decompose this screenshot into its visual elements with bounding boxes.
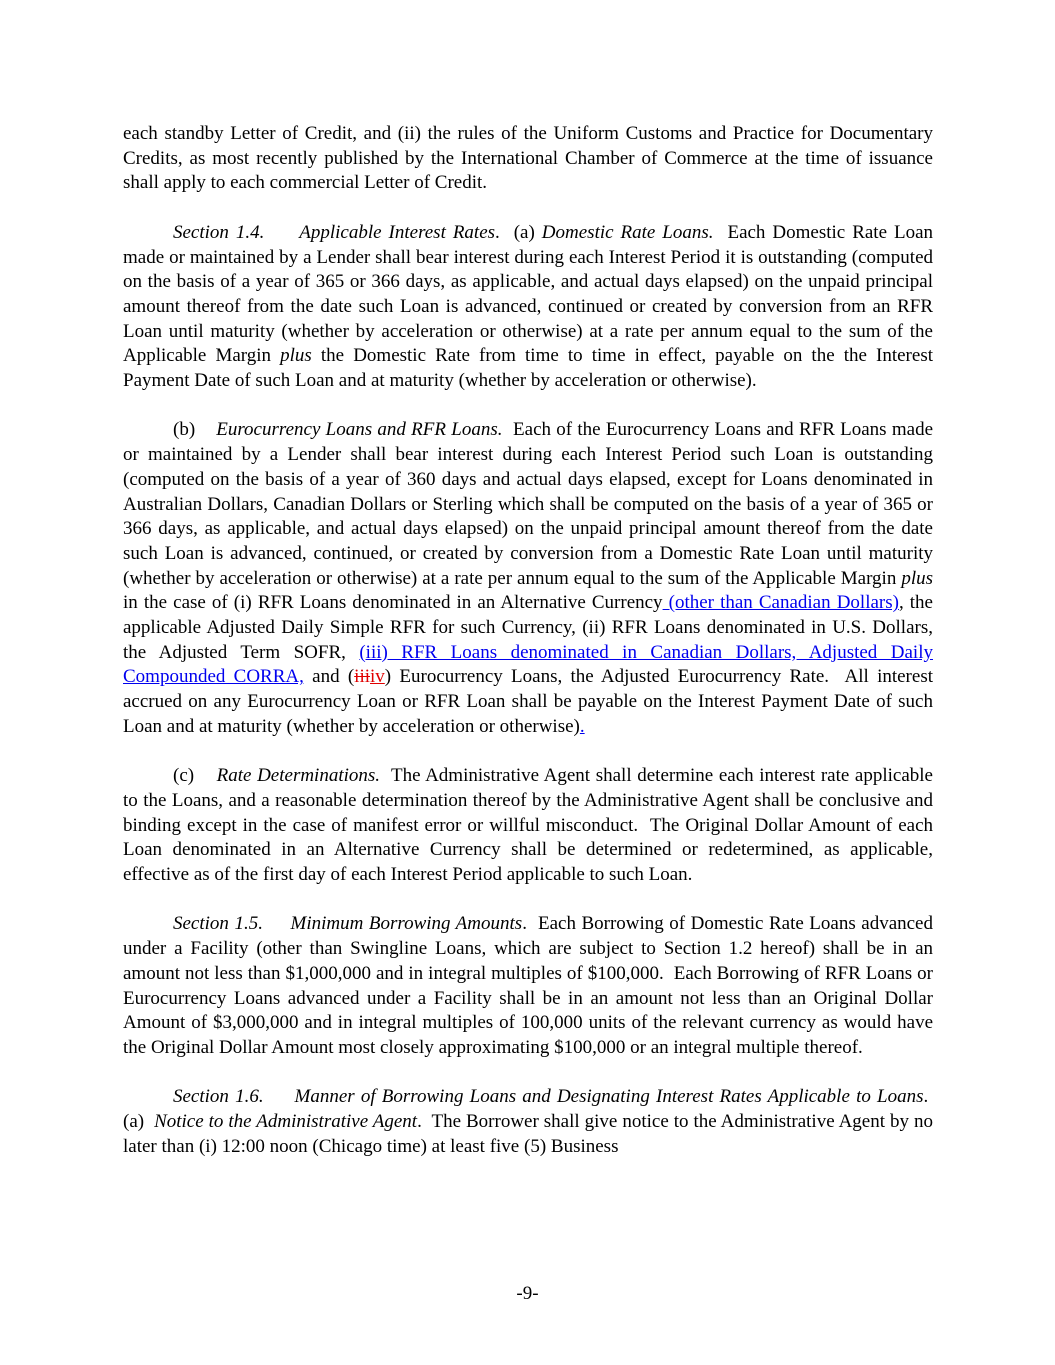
- text-run: . (a): [123, 1086, 933, 1133]
- italic-text-run: Section 1.6.: [173, 1086, 264, 1108]
- text-run: , the applicable Adjusted Daily Simple RFR for such Currency, (ii) RFR Loans denominated in U.S. Dollars, the Adjusted Term SOFR,: [123, 592, 933, 663]
- italic-text-run: Minimum Borrowing Amounts: [290, 913, 523, 935]
- replacement-text: iv: [370, 666, 385, 688]
- italic-text-run: plus: [280, 345, 312, 367]
- inserted-text: (iii) RFR Loans denominated in Canadian Dollars, Adjusted Daily Compounded CORRA,: [123, 641, 933, 688]
- italic-text-run: plus: [901, 567, 933, 589]
- text-run: (b): [173, 419, 217, 441]
- italic-text-run: Manner of Borrowing Loans and Designating Interest Rates Applicable to Loans: [294, 1086, 924, 1108]
- italic-text-run: Notice to the Administrative Agent: [154, 1111, 418, 1133]
- inserted-text: (other than Canadian Dollars): [662, 592, 899, 614]
- text-run: The Administrative Agent shall determine each interest rate applicable to the Loans, and a reasonable determination thereof by the Administrative Agent shall be conclusive and binding except in the case of manifest error or willful misconduct. The Original Dollar Amount of each Loan denominated in an Alternative Currency shall be determined or redetermined, as applicable, effective as of the first day of each Interest Period applicable to such Loan.: [123, 765, 933, 886]
- paragraph: [123, 418, 933, 739]
- document-body: [123, 122, 933, 1184]
- page-number: -9-: [516, 1283, 539, 1305]
- paragraph: [123, 912, 933, 1060]
- text-run: (c): [173, 765, 217, 787]
- paragraph: [123, 1085, 933, 1159]
- inserted-text: .: [579, 715, 585, 737]
- text-run: [264, 222, 299, 243]
- paragraph: [123, 764, 933, 888]
- italic-text-run: Section 1.5.: [173, 913, 263, 935]
- text-run: and (: [303, 666, 355, 688]
- text-run: in the case of (i) RFR Loans denominated in an Alternative Currency: [123, 592, 663, 614]
- text-run: [264, 1086, 295, 1107]
- text-run: . The Borrower shall give notice to the Administrative Agent by no later than (i) 12:00 noon (Chicago time) at least five (5) Business: [123, 1111, 933, 1157]
- deleted-text: iii: [354, 666, 371, 688]
- italic-text-run: Eurocurrency Loans and RFR Loans.: [216, 419, 503, 441]
- text-run: Each Domestic Rate Loan made or maintained by a Lender shall bear interest during each Interest Period it is outstanding (computed on the basis of a year of 365 or 366 days, as applicable, and actual days elapsed) on the unpaid principal amount thereof from the date such Loan is advanced, continued or created by conversion from an RFR Loan until maturity (whether by acceleration or otherwise) at a rate per annum equal to the sum of the Applicable Margin: [123, 221, 934, 367]
- text-run: each standby Letter of Credit, and (ii) the rules of the Uniform Customs and Practice for Documentary Credits, as most recently published by the International Chamber of Commerce at the time of issuance shall apply to each commercial Letter of Credit.: [123, 123, 933, 194]
- text-run: [263, 913, 291, 934]
- paragraph: [123, 221, 933, 394]
- italic-text-run: Rate Determinations.: [216, 765, 381, 787]
- text-run: Each of the Eurocurrency Loans and RFR Loans made or maintained by a Lender shall bear interest during each Interest Period such Loan is outstanding (computed on the basis of a year of 360 days and actual days elapsed, except for Loans denominated in Australian Dollars, Canadian Dollars or Sterling which shall be computed on the basis of a year of 365 or 366 days, as applicable, and actual days elapsed) on the unpaid principal amount thereof from the date such Loan is advanced, continued, or created by conversion from a Domestic Rate Loan until maturity (whether by acceleration or otherwise) at a rate per annum equal to the sum of the Applicable Margin: [123, 419, 933, 589]
- text-run: ) Eurocurrency Loans, the Adjusted Eurocurrency Rate. All interest accrued on any Eurocurrency Loan or RFR Loan shall be payable on the Interest Payment Date of such Loan and at maturity (whether by acceleration or otherwise): [123, 666, 933, 737]
- text-run: . Each Borrowing of Domestic Rate Loans advanced under a Facility (other than Swingline Loans, which are subject to Section 1.2 hereof) shall be in an amount not less than $1,000,000 and in integral multiples of $100,000. Each Borrowing of RFR Loans or Eurocurrency Loans advanced under a Facility shall be in an amount not less than an Original Dollar Amount of $3,000,000 and in integral multiples of 100,000 units of the relevant currency as would have the Original Dollar Amount most closely approximating $100,000 or an integral multiple thereof.: [123, 913, 933, 1058]
- italic-text-run: Domestic Rate Loans.: [541, 221, 714, 243]
- text-run: the Domestic Rate from time to time in effect, payable on the the Interest Payment Date of such Loan and at maturity (whether by acceleration or otherwise).: [123, 345, 933, 392]
- paragraph: [123, 122, 933, 196]
- text-run: . (a): [495, 221, 542, 243]
- italic-text-run: Section 1.4.: [173, 221, 265, 243]
- italic-text-run: Applicable Interest Rates: [299, 221, 496, 243]
